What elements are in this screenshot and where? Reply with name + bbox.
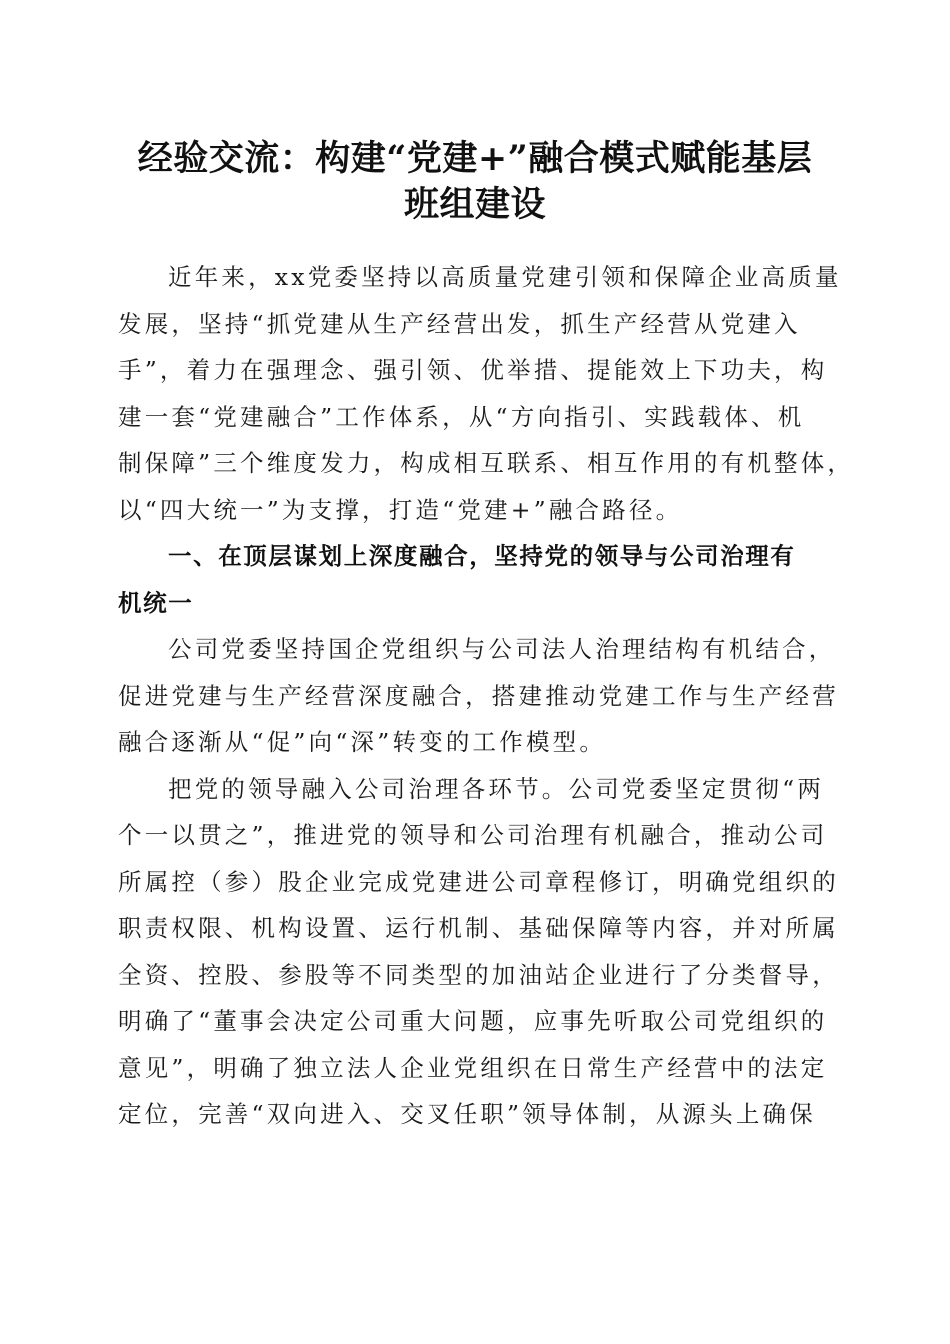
heading-line: 机统一 (118, 588, 194, 617)
paragraph-line: 定位，完善“双向进入、交叉任职”领导体制，从源头上确保 (118, 1100, 816, 1128)
paragraph-line: 明确了“董事会决定公司重大问题，应事先听取公司党组织的 (118, 1007, 828, 1035)
paragraph-line: 个一以贯之”，推进党的领导和公司治理有机融合，推动公司 (118, 821, 828, 849)
document-title (100, 136, 850, 228)
paragraph-line: 职责权限、机构设置、运行机制、基础保障等内容，并对所属 (118, 914, 839, 942)
paragraph-line: 发展，坚持“抓党建从生产经营出发，抓生产经营从党建入 (118, 309, 801, 338)
paragraph-line: 所属控（参）股企业完成党建进公司章程修订，明确党组织的 (118, 867, 839, 896)
title-line: 班组建设 (403, 184, 546, 225)
paragraph-line: 公司党委坚持国企党组织与公司法人治理结构有机结合， (168, 635, 836, 663)
section-heading (118, 533, 830, 626)
paragraph-line: 促进党建与生产经营深度融合，搭建推动党建工作与生产经营 (118, 681, 839, 710)
paragraph-line: 近年来，xx党委坚持以高质量党建引领和保障企业高质量 (168, 263, 842, 291)
paragraph-line: 建一套“党建融合”工作体系，从“方向指引、实践载体、机 (118, 402, 805, 431)
paragraph-line: 融合逐渐从“促”向“深”转变的工作模型。 (118, 728, 607, 756)
paragraph-line: 全资、控股、参股等不同类型的加油站企业进行了分类督导， (118, 960, 839, 989)
section-paragraph (118, 766, 839, 1138)
paragraph-line: 手”，着力在强理念、强引领、优举措、提能效上下功夫，构 (118, 356, 828, 384)
title-line: 经验交流：构建“党建+”融合模式赋能基层 (137, 138, 813, 179)
intro-paragraph (118, 254, 855, 533)
paragraph-line: 把党的领导融入公司治理各环节。公司党委坚定贯彻“两 (168, 774, 825, 803)
paragraph-line: 意见”，明确了独立法人企业党组织在日常生产经营中的法定 (118, 1053, 828, 1082)
document-body (118, 254, 855, 1138)
paragraph-line: 以“四大统一”为支撑，打造“党建+”融合路径。 (118, 495, 683, 524)
section-paragraph (118, 626, 839, 766)
heading-line: 一、在顶层谋划上深度融合，坚持党的领导与公司治理有 (168, 542, 796, 570)
paragraph-line: 制保障”三个维度发力，构成相互联系、相互作用的有机整体， (118, 449, 855, 477)
